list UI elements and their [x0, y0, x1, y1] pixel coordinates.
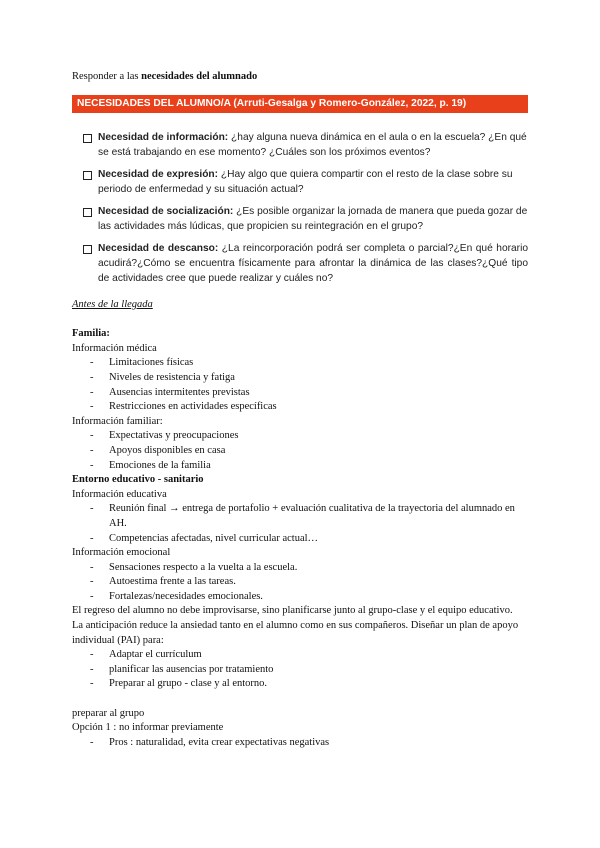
need-item	[82, 204, 528, 234]
section-heading-antes: Antes de la llegada	[72, 299, 153, 310]
need-text: ¿Es posible organizar la jornada de manera que pueda gozar de las actividades más lúdicas, que propicien su reintegración en el grupo?	[98, 206, 528, 232]
need-label: Necesidad de descanso:	[98, 243, 219, 254]
emocional-list	[72, 561, 528, 605]
need-label: Necesidad de expresión:	[98, 169, 219, 180]
paragraph-regreso: El regreso del alumno no debe improvisarse, sino planificarse junto al grupo-clase y el equipo educativo.	[72, 605, 513, 617]
need-text: ¿La reincorporación podrá ser completa o parcial?¿En qué horario acudirá?¿Cómo se encuentra físicamente para afrontar la dinámica de las clases?¿Qué tipo de actividades cree que puede realizar y cuáles no?	[98, 243, 528, 284]
checkbox-square-icon	[83, 245, 92, 254]
need-item	[82, 130, 528, 160]
list-item: - Limitaciones físicas	[72, 356, 528, 371]
familiar-list	[72, 429, 528, 473]
needs-list	[82, 130, 528, 293]
heading-familia: Familia:	[72, 328, 110, 340]
intro-bold: necesidades del alumnado	[141, 71, 258, 82]
paragraph-anticipacion: La anticipación reduce la ansiedad tanto en el alumno como en sus compañeros. Diseñar un plan de apoyo individual (PAI) para:	[72, 620, 519, 646]
list-item: - Expectativas y preocupaciones	[72, 429, 528, 444]
medica-list	[72, 356, 528, 414]
need-item	[82, 167, 528, 197]
educativa-list	[72, 502, 528, 546]
list-item: - Reunión final → entrega de portafolio + evaluación cualitativa de la trayectoria del alumnado en AH.	[72, 502, 528, 531]
subheading-info-emocional: Información emocional	[72, 547, 171, 559]
checkbox-square-icon	[83, 208, 92, 217]
list-item: - Fortalezas/necesidades emocionales.	[72, 590, 528, 605]
opcion1-list	[72, 736, 528, 751]
need-text: ¿hay alguna nueva dinámica en el aula o en la escuela? ¿En qué se está trabajando en ese momento? ¿Cuáles son los próximos eventos?	[98, 132, 527, 158]
needs-banner: NECESIDADES DEL ALUMNO/A (Arruti-Gesalga y Romero-González, 2022, p. 19)	[72, 95, 528, 113]
pai-list	[72, 648, 528, 692]
need-label: Necesidad de información:	[98, 132, 229, 143]
list-item: - Niveles de resistencia y fatiga	[72, 371, 528, 386]
document-body	[72, 298, 528, 750]
list-item: - Sensaciones respecto a la vuelta a la escuela.	[72, 561, 528, 576]
list-item: - Ausencias intermitentes previstas	[72, 386, 528, 401]
list-item: - Preparar al grupo - clase y al entorno.	[72, 677, 528, 692]
list-item: - Emociones de la familia	[72, 459, 528, 474]
subheading-info-educativa: Información educativa	[72, 488, 167, 500]
list-item: - Autoestima frente a las tareas.	[72, 575, 528, 590]
list-item: - Competencias afectadas, nivel curricular actual…	[72, 532, 528, 547]
paragraph-opcion1: Opción 1 : no informar previamente	[72, 722, 224, 734]
heading-entorno: Entorno educativo - sanitario	[72, 474, 204, 486]
intro-prefix: Responder a las	[72, 71, 139, 82]
subheading-info-familiar: Información familiar:	[72, 415, 163, 427]
list-item: - Apoyos disponibles en casa	[72, 444, 528, 459]
need-text: ¿Hay algo que quiera compartir con el resto de la clase sobre su periodo de enfermedad y su situación actual?	[98, 169, 513, 195]
subheading-info-medica: Información médica	[72, 342, 157, 354]
need-label: Necesidad de socialización:	[98, 206, 234, 217]
list-item: - Restricciones en actividades específicas	[72, 400, 528, 415]
intro-line	[72, 71, 257, 82]
checkbox-square-icon	[83, 171, 92, 180]
list-item: - Pros : naturalidad, evita crear expectativas negativas	[72, 736, 528, 751]
paragraph-preparar: preparar al grupo	[72, 707, 145, 719]
list-item: - planificar las ausencias por tratamiento	[72, 663, 528, 678]
need-item	[82, 241, 528, 286]
list-item: - Adaptar el currículum	[72, 648, 528, 663]
checkbox-square-icon	[83, 134, 92, 143]
